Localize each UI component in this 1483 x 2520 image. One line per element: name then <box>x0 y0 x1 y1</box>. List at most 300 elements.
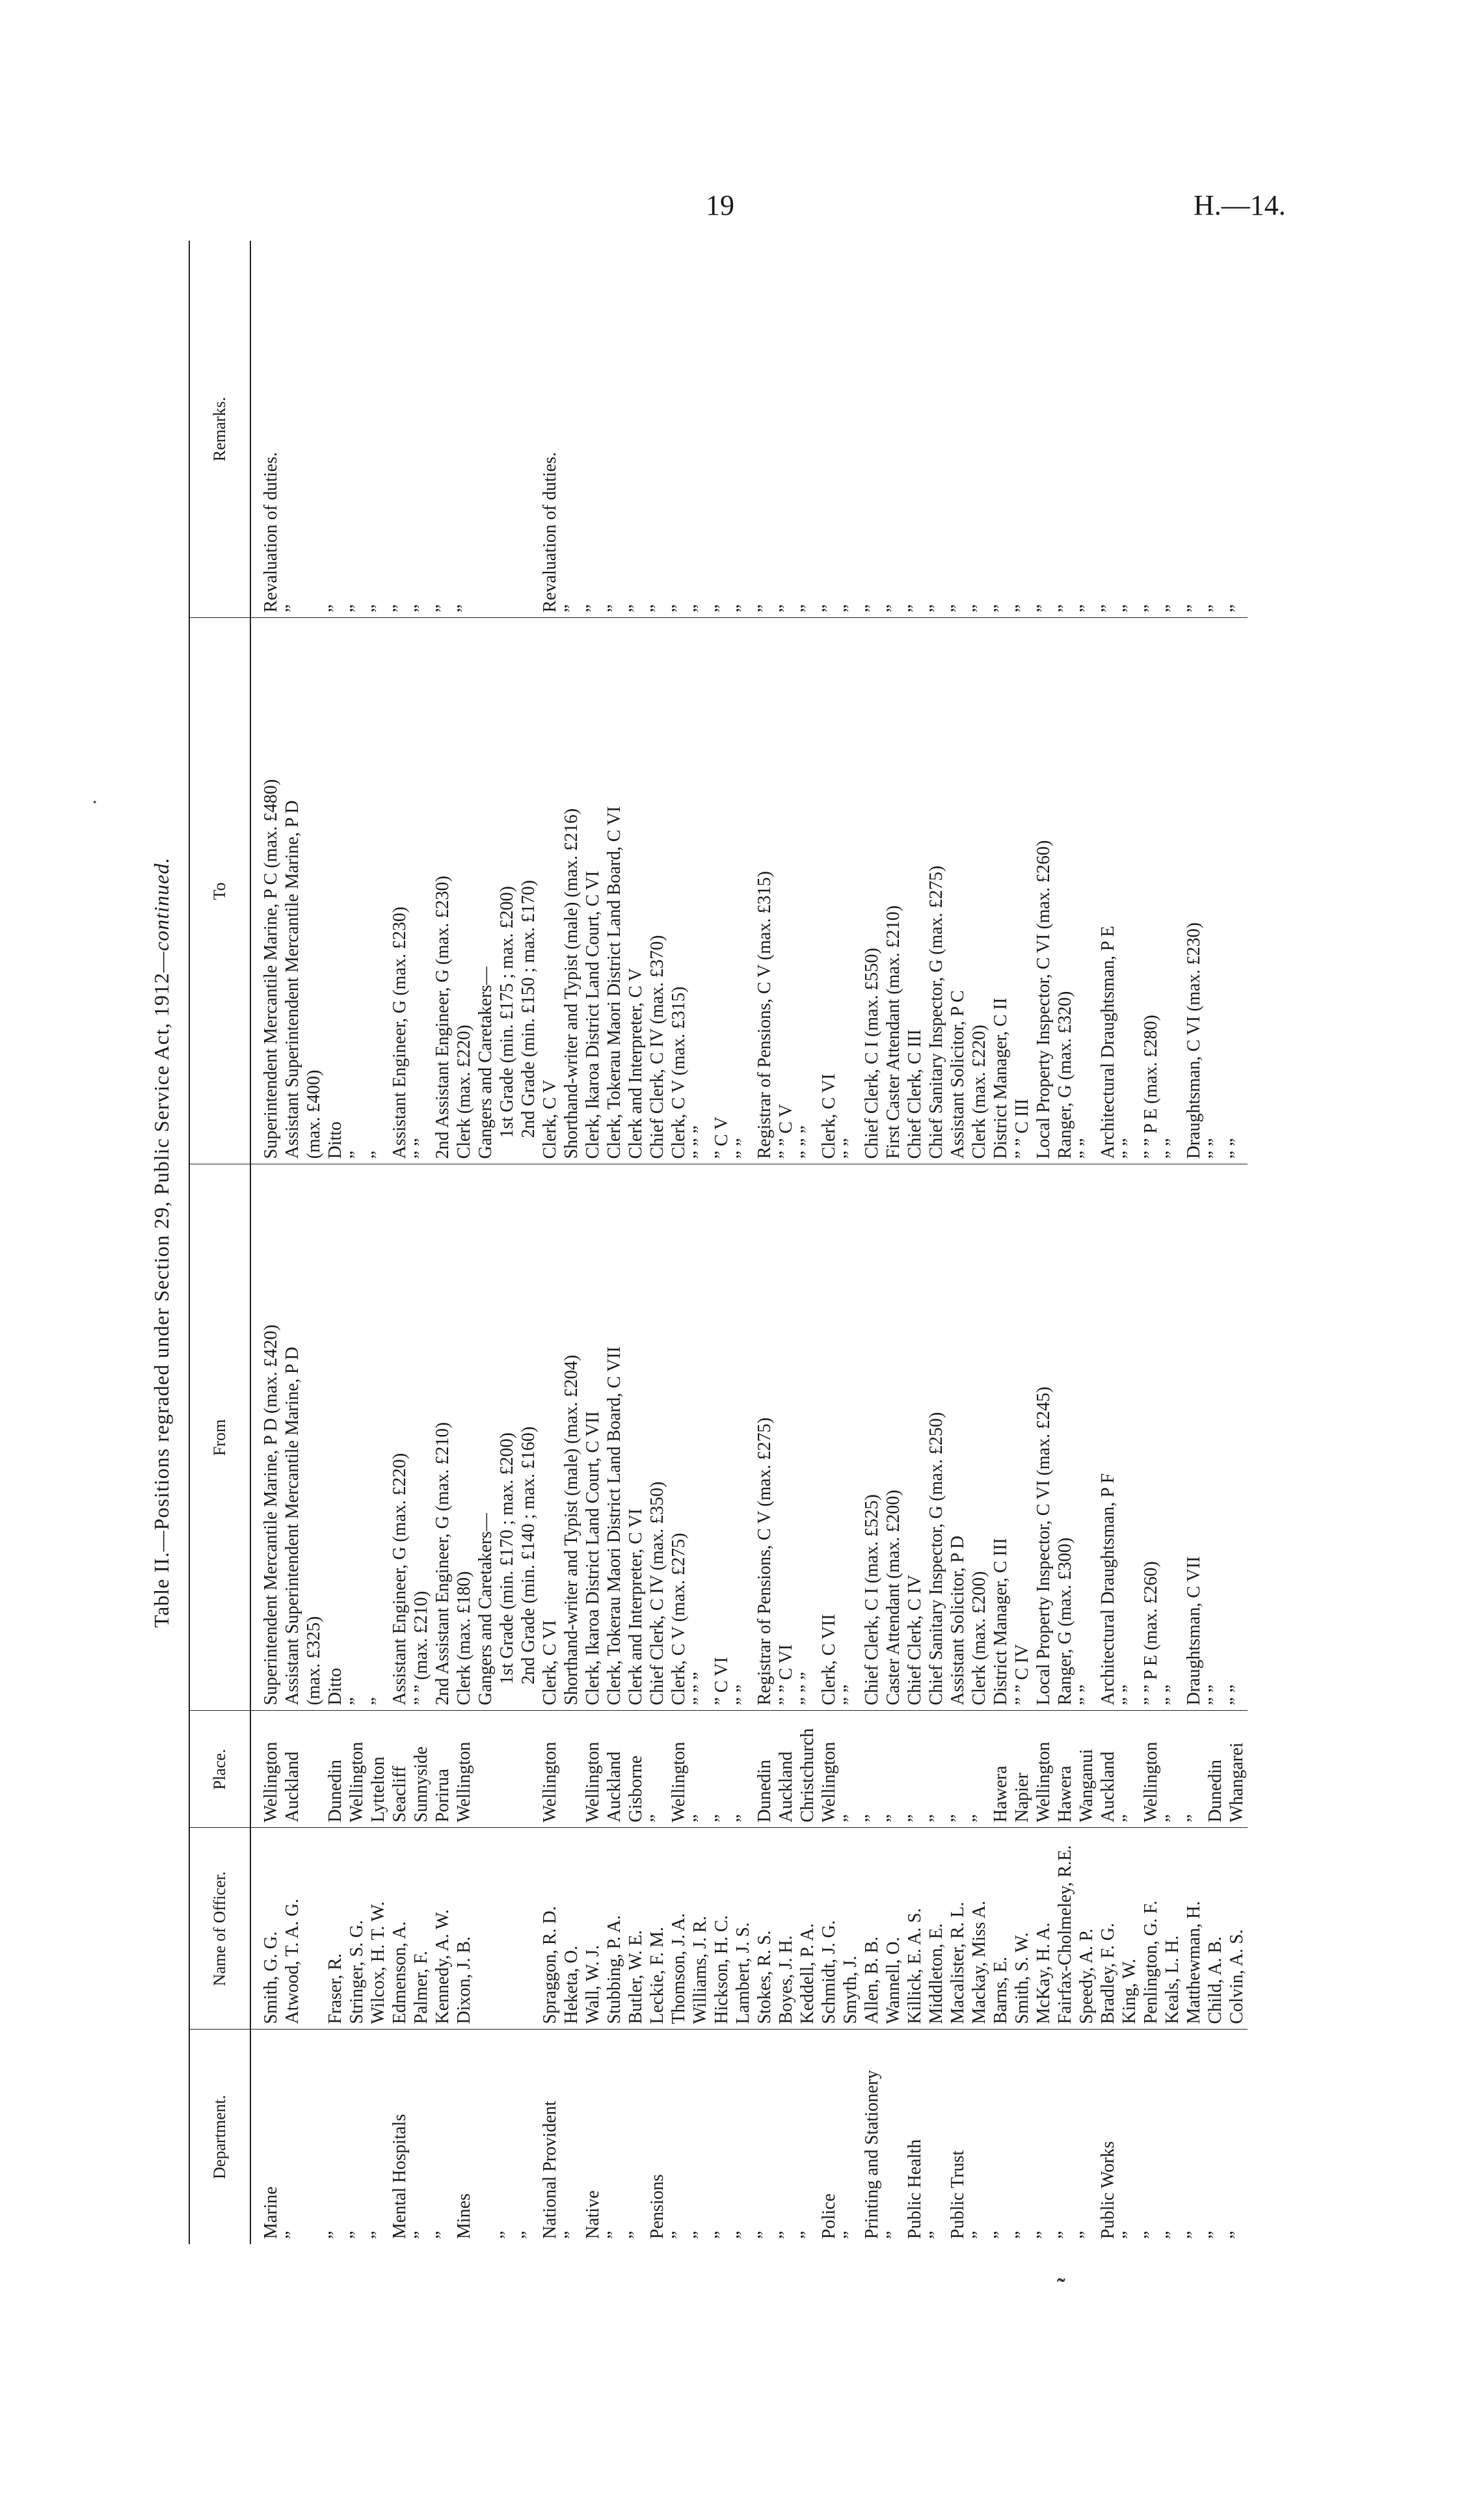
cell-from: ” ” C IV <box>1011 1164 1033 1711</box>
scan-speck: · <box>91 790 99 814</box>
cell-to: Assistant Engineer, G (max. £230) <box>389 618 410 1164</box>
cell-from: ” <box>346 1164 367 1711</box>
cell-from: ” ” <box>1226 1164 1248 1711</box>
cell-from: Architectural Draughtsman, P F <box>1097 1164 1119 1711</box>
cell-from: ” ” (max. £210) <box>410 1164 432 1711</box>
cell-from: Assistant Engineer, G (max. £220) <box>389 1164 410 1711</box>
cell-name: Leckie, F. M. <box>647 1828 668 2030</box>
cell-remarks: ” <box>1097 241 1119 618</box>
cell-name: Matthewman, H. <box>1183 1828 1205 2030</box>
cell-from: ” <box>367 1164 389 1711</box>
cell-dept: ” <box>840 2231 861 2239</box>
cell-from: ” ” C VI <box>775 1164 797 1711</box>
cell-place: Wanganui <box>1076 1711 1097 1828</box>
cell-remarks: ” <box>325 241 346 618</box>
table-row <box>1140 241 1162 2244</box>
cell-from: Chief Sanitary Inspector, G (max. £250) <box>926 1164 947 1711</box>
table-header-row <box>189 241 250 2244</box>
cell-dept: ” <box>690 2231 710 2239</box>
cell-remarks: ” <box>1119 241 1140 618</box>
cell-remarks: ” <box>410 241 432 618</box>
cell-dept: Mental Hospitals <box>390 2113 410 2239</box>
table-row <box>732 241 754 2244</box>
cell-place: ” <box>647 1711 668 1828</box>
cell-place: ” <box>1162 1711 1183 1828</box>
cell-place: Auckland <box>282 1711 303 1828</box>
cell-from: ” C VI <box>711 1164 732 1711</box>
cell-dept: ” <box>755 2231 775 2239</box>
cell-to: ” C V <box>711 618 732 1164</box>
cell-name: Heketa, O. <box>561 1828 582 2030</box>
cell-name: Boyes, J. H. <box>775 1828 797 2030</box>
cell-dept: ” <box>1184 2231 1204 2239</box>
cell-place: Lyttelton <box>367 1711 389 1828</box>
cell-remarks: ” <box>1076 241 1097 618</box>
cell-to: ” ” <box>840 618 861 1164</box>
table-row <box>647 241 668 2244</box>
cell-dept: Public Trust <box>948 2150 968 2239</box>
table-row <box>453 241 475 2244</box>
cell-name: Lambert, J. S. <box>732 1828 754 2030</box>
cell-remarks: ” <box>389 241 410 618</box>
cell-dept: ” <box>368 2231 388 2239</box>
cell-dept: ” <box>776 2231 796 2239</box>
table-title-continued: continued. <box>150 857 173 951</box>
table-title <box>150 241 174 2244</box>
cell-name: Speedy, A. P. <box>1076 1828 1097 2030</box>
cell-dept: ” <box>282 2231 302 2239</box>
cell-dept: ” <box>411 2231 431 2239</box>
cell-to: (max. £400) <box>303 618 325 1164</box>
cell-place: Wellington <box>1033 1711 1054 1828</box>
cell-name <box>518 1828 539 2030</box>
cell-dept: ” <box>1227 2231 1247 2239</box>
table-row <box>1054 241 1076 2244</box>
cell-name: Keddell, P. A. <box>797 1828 818 2030</box>
header-department: Department. <box>189 2030 250 2244</box>
page-number: 19 <box>706 189 734 221</box>
cell-remarks: ” <box>818 241 840 618</box>
table-row <box>518 241 539 2244</box>
cell-remarks: ” <box>367 241 389 618</box>
table-row <box>1097 241 1119 2244</box>
cell-name: Smith, S. W. <box>1011 1828 1033 2030</box>
cell-place: ” <box>732 1711 754 1828</box>
table-row <box>303 241 325 2244</box>
cell-remarks: Revaluation of duties. <box>539 241 561 618</box>
cell-to: Clerk, C V (max. £315) <box>668 618 689 1164</box>
cell-name: Fairfax-Cholmeley, R.E. <box>1054 1828 1076 2030</box>
cell-to: Chief Sanitary Inspector, G (max. £275) <box>926 618 947 1164</box>
cell-to: Shorthand-writer and Typist (male) (max. £216) <box>561 618 582 1164</box>
cell-from: 2nd Assistant Engineer, G (max. £210) <box>432 1164 453 1711</box>
cell-remarks: ” <box>1054 241 1076 618</box>
positions-table <box>189 241 1248 2244</box>
cell-dept: Printing and Stationery <box>862 2070 882 2239</box>
table-row <box>990 241 1011 2244</box>
cell-to: Ranger, G (max. £320) <box>1054 618 1076 1164</box>
cell-dept: ” <box>991 2231 1011 2239</box>
cell-from: Draughtsman, C VII <box>1183 1164 1205 1711</box>
cell-to: Assistant Superintendent Mercantile Marine, P D <box>282 618 303 1164</box>
cell-name: Kennedy, A. W. <box>432 1828 453 2030</box>
cell-from: Gangers and Caretakers— <box>475 1164 496 1711</box>
cell-place <box>303 1711 325 1828</box>
cell-to: 2nd Grade (min. £150 ; max. £170) <box>518 618 539 1164</box>
cell-to: Clerk, C VI <box>818 618 840 1164</box>
cell-to: ” <box>346 618 367 1164</box>
header-name: Name of Officer. <box>189 1828 250 2030</box>
cell-name: Wilcox, H. T. W. <box>367 1828 389 2030</box>
table-row <box>969 241 990 2244</box>
cell-place: ” <box>904 1711 926 1828</box>
cell-name: Killick, E. A. S. <box>904 1828 926 2030</box>
cell-to: ” ” ” <box>797 618 818 1164</box>
header-to: To <box>189 618 250 1164</box>
cell-to: ” ” <box>732 618 754 1164</box>
cell-from: Clerk, C V (max. £275) <box>668 1164 689 1711</box>
cell-dept: Police <box>819 2193 839 2239</box>
cell-to: Superintendent Mercantile Marine, P C (max. £480) <box>260 618 282 1164</box>
table-body <box>250 241 1248 2244</box>
cell-to: ” ” C III <box>1011 618 1033 1164</box>
cell-name: King, W. <box>1119 1828 1140 2030</box>
cell-place: Wellington <box>818 1711 840 1828</box>
cell-to: District Manager, C II <box>990 618 1011 1164</box>
cell-name: Macalister, R. L. <box>947 1828 969 2030</box>
table-row <box>668 241 689 2244</box>
cell-name: Spraggon, R. D. <box>539 1828 561 2030</box>
cell-remarks: ” <box>1183 241 1205 618</box>
table-row <box>904 241 926 2244</box>
cell-remarks: ” <box>797 241 818 618</box>
cell-to: Clerk (max. £220) <box>969 618 990 1164</box>
cell-name <box>303 1828 325 2030</box>
cell-remarks: ” <box>1011 241 1033 618</box>
cell-from: Clerk, Ikaroa District Land Court, C VII <box>582 1164 604 1711</box>
cell-dept: ” <box>626 2231 646 2239</box>
cell-from: Chief Clerk, C IV (max. £350) <box>647 1164 668 1711</box>
cell-to: ” ” <box>1226 618 1248 1164</box>
cell-name: Fraser, R. <box>325 1828 346 2030</box>
cell-place: Wellington <box>539 1711 561 1828</box>
cell-place: ” <box>711 1711 732 1828</box>
cell-dept: ” <box>1076 2231 1097 2239</box>
cell-name: Allen, B. B. <box>861 1828 883 2030</box>
cell-dept: ” <box>883 2231 903 2239</box>
cell-dept: ” <box>926 2231 946 2239</box>
cell-remarks: ” <box>990 241 1011 618</box>
cell-place: Wellington <box>453 1711 475 1828</box>
cell-to: Chief Clerk, C IV (max. £370) <box>647 618 668 1164</box>
table-row <box>561 241 582 2244</box>
cell-remarks: ” <box>732 241 754 618</box>
table-spacer-row <box>250 241 260 2244</box>
cell-dept: ” <box>347 2231 367 2239</box>
cell-dept <box>303 2030 325 2244</box>
cell-place: Whangarei <box>1226 1711 1248 1828</box>
cell-dept: ” <box>797 2231 818 2239</box>
cell-remarks: ” <box>754 241 775 618</box>
cell-from: ” ” ” <box>797 1164 818 1711</box>
cell-to: ” ” <box>1162 618 1183 1164</box>
cell-from: ” ” <box>1076 1164 1097 1711</box>
cell-remarks: ” <box>883 241 904 618</box>
table-row <box>432 241 453 2244</box>
cell-from: Shorthand-writer and Typist (male) (max. £204) <box>561 1164 582 1711</box>
cell-remarks: ” <box>453 241 475 618</box>
cell-remarks: ” <box>346 241 367 618</box>
cell-place: Hawera <box>990 1711 1011 1828</box>
cell-from: Clerk and Interpreter, C VI <box>625 1164 647 1711</box>
cell-dept: ” <box>1162 2231 1182 2239</box>
cell-place: Porirua <box>432 1711 453 1828</box>
cell-from: Local Property Inspector, C VI (max. £245) <box>1033 1164 1054 1711</box>
cell-from: Ditto <box>325 1164 346 1711</box>
cell-place: ” <box>861 1711 883 1828</box>
cell-name: Barns, E. <box>990 1828 1011 2030</box>
cell-to: Clerk and Interpreter, C V <box>625 618 647 1164</box>
cell-to: 2nd Assistant Engineer, G (max. £230) <box>432 618 453 1164</box>
cell-place: ” <box>969 1711 990 1828</box>
table-row <box>1011 241 1033 2244</box>
cell-dept: ” <box>733 2231 753 2239</box>
cell-remarks: ” <box>711 241 732 618</box>
rotated-table-sheet <box>150 241 1372 2244</box>
table-row <box>818 241 840 2244</box>
cell-remarks: ” <box>1205 241 1226 618</box>
cell-name: Wall, W. J. <box>582 1828 604 2030</box>
cell-name <box>475 1828 496 2030</box>
cell-place: Gisborne <box>625 1711 647 1828</box>
cell-remarks: ” <box>668 241 689 618</box>
table-row <box>496 241 518 2244</box>
page-reference: H.—14. <box>1194 189 1286 221</box>
cell-remarks: ” <box>775 241 797 618</box>
cell-name: Smith, G. G. <box>260 1828 282 2030</box>
cell-name: Schmidt, J. G. <box>818 1828 840 2030</box>
cell-from: ” ” <box>1162 1164 1183 1711</box>
cell-from: 1st Grade (min. £170 ; max. £200) <box>496 1164 518 1711</box>
table-row <box>582 241 604 2244</box>
cell-name: Palmer, F. <box>410 1828 432 2030</box>
cell-place: ” <box>947 1711 969 1828</box>
cell-dept: Marine <box>261 2186 281 2239</box>
cell-name: McKay, H. A. <box>1033 1828 1054 2030</box>
table-row <box>1033 241 1054 2244</box>
cell-from: Registrar of Pensions, C V (max. £275) <box>754 1164 775 1711</box>
table-row <box>1119 241 1140 2244</box>
cell-to: First Caster Attendant (max. £210) <box>883 618 904 1164</box>
table-row <box>926 241 947 2244</box>
cell-dept: ” <box>1205 2231 1225 2239</box>
cell-remarks: ” <box>1033 241 1054 618</box>
cell-dept: Native <box>583 2190 603 2239</box>
cell-to: Clerk, C V <box>539 618 561 1164</box>
cell-from: ” ” <box>1119 1164 1140 1711</box>
table-row <box>625 241 647 2244</box>
cell-place <box>496 1711 518 1828</box>
table-row <box>346 241 367 2244</box>
cell-remarks: ” <box>926 241 947 618</box>
cell-from: 2nd Grade (min. £140 ; max. £160) <box>518 1164 539 1711</box>
table-row <box>604 241 625 2244</box>
cell-place: ” <box>840 1711 861 1828</box>
cell-place: ” <box>1119 1711 1140 1828</box>
cell-from: ” ” <box>1205 1164 1226 1711</box>
cell-place <box>518 1711 539 1828</box>
cell-dept: ” <box>518 2231 539 2239</box>
cell-remarks: ” <box>947 241 969 618</box>
cell-place: Napier <box>1011 1711 1033 1828</box>
table-row <box>689 241 711 2244</box>
cell-remarks: ” <box>282 241 303 618</box>
table-row <box>367 241 389 2244</box>
cell-to: ” <box>367 618 389 1164</box>
cell-name: Colvin, A. S. <box>1226 1828 1248 2030</box>
cell-dept: ” <box>669 2231 689 2239</box>
cell-place: Wellington <box>668 1711 689 1828</box>
cell-name: Mackay, Miss A. <box>969 1828 990 2030</box>
cell-to: 1st Grade (min. £175 ; max. £200) <box>496 618 518 1164</box>
cell-remarks <box>303 241 325 618</box>
table-row <box>861 241 883 2244</box>
cell-remarks: ” <box>1140 241 1162 618</box>
cell-remarks: ” <box>840 241 861 618</box>
cell-place: Hawera <box>1054 1711 1076 1828</box>
cell-from: (max. £325) <box>303 1164 325 1711</box>
cell-to: Assistant Solicitor, P C <box>947 618 969 1164</box>
cell-remarks: Revaluation of duties. <box>260 241 282 618</box>
cell-from: Chief Clerk, C I (max. £525) <box>861 1164 883 1711</box>
table-row <box>883 241 904 2244</box>
table-row <box>840 241 861 2244</box>
cell-name: Thomson, J. A. <box>668 1828 689 2030</box>
cell-place <box>475 1711 496 1828</box>
cell-place: Dunedin <box>754 1711 775 1828</box>
cell-remarks: ” <box>432 241 453 618</box>
cell-to: Ditto <box>325 618 346 1164</box>
scan-mark: ˜ <box>1057 2274 1065 2301</box>
table-row <box>797 241 818 2244</box>
table-row <box>775 241 797 2244</box>
table-title-main: Table II.—Positions regraded under Section 29, Public Service Act, 1912— <box>150 950 173 1628</box>
cell-dept: ” <box>497 2231 517 2239</box>
cell-name: Dixon, J. B. <box>453 1828 475 2030</box>
cell-from: Ranger, G (max. £300) <box>1054 1164 1076 1711</box>
cell-name: Middleton, E. <box>926 1828 947 2030</box>
cell-to: Architectural Draughtsman, P E <box>1097 618 1119 1164</box>
cell-dept: Public Health <box>905 2139 925 2239</box>
cell-name: Stringer, S. G. <box>346 1828 367 2030</box>
cell-dept: National Provident <box>540 2100 560 2239</box>
cell-dept: ” <box>1012 2231 1032 2239</box>
cell-dept: ” <box>1055 2231 1075 2239</box>
cell-place: ” <box>926 1711 947 1828</box>
cell-remarks <box>496 241 518 618</box>
cell-from: Clerk (max. £200) <box>969 1164 990 1711</box>
cell-name: Stubbing, P. A. <box>604 1828 625 2030</box>
cell-place: Sunnyside <box>410 1711 432 1828</box>
cell-remarks: ” <box>904 241 926 618</box>
table-row <box>1162 241 1183 2244</box>
cell-from: ” ” P E (max. £260) <box>1140 1164 1162 1711</box>
cell-place: Christchurch <box>797 1711 818 1828</box>
cell-from: ” ” <box>840 1164 861 1711</box>
cell-dept: ” <box>1141 2231 1161 2239</box>
cell-name: Stokes, R. S. <box>754 1828 775 2030</box>
cell-remarks: ” <box>647 241 668 618</box>
cell-remarks: ” <box>1162 241 1183 618</box>
cell-place: Seacliff <box>389 1711 410 1828</box>
cell-dept: ” <box>1034 2231 1054 2239</box>
cell-name: Bradley, F. G. <box>1097 1828 1119 2030</box>
cell-to: ” ” C V <box>775 618 797 1164</box>
cell-dept: ” <box>969 2231 989 2239</box>
table-row <box>754 241 775 2244</box>
cell-place: ” <box>1183 1711 1205 1828</box>
cell-remarks: ” <box>689 241 711 618</box>
cell-dept: ” <box>325 2231 345 2239</box>
table-row <box>1205 241 1226 2244</box>
cell-name: Butler, W. E. <box>625 1828 647 2030</box>
cell-place: Wellington <box>346 1711 367 1828</box>
header-from: From <box>189 1164 250 1711</box>
cell-name: Williams, J. R. <box>689 1828 711 2030</box>
table-row <box>282 241 303 2244</box>
cell-to: Local Property Inspector, C VI (max. £260) <box>1033 618 1054 1164</box>
table-row <box>410 241 432 2244</box>
cell-place: Wellington <box>582 1711 604 1828</box>
table-row <box>1076 241 1097 2244</box>
table-row <box>711 241 732 2244</box>
table-row <box>1226 241 1248 2244</box>
cell-from: ” ” <box>732 1164 754 1711</box>
cell-from: Clerk, C VI <box>539 1164 561 1711</box>
cell-place: ” <box>883 1711 904 1828</box>
cell-from: Clerk, Tokerau Maori District Land Board, C VII <box>604 1164 625 1711</box>
cell-from: ” ” ” <box>689 1164 711 1711</box>
cell-place: Dunedin <box>325 1711 346 1828</box>
cell-name: Penlington, G. F. <box>1140 1828 1162 2030</box>
cell-remarks: ” <box>625 241 647 618</box>
cell-remarks: ” <box>1226 241 1248 618</box>
cell-name: Atwood, T. A. G. <box>282 1828 303 2030</box>
cell-dept: Public Works <box>1098 2141 1118 2239</box>
cell-from: Assistant Superintendent Mercantile Marine, P D <box>282 1164 303 1711</box>
cell-remarks: ” <box>861 241 883 618</box>
cell-from: Clerk (max. £180) <box>453 1164 475 1711</box>
cell-from: District Manager, C III <box>990 1164 1011 1711</box>
table-row <box>260 241 282 2244</box>
cell-to: Gangers and Caretakers— <box>475 618 496 1164</box>
table-row <box>389 241 410 2244</box>
cell-dept: ” <box>712 2231 732 2239</box>
table-row <box>947 241 969 2244</box>
cell-place: Dunedin <box>1205 1711 1226 1828</box>
cell-from: Caster Attendant (max. £200) <box>883 1164 904 1711</box>
cell-to: ” ” ” <box>689 618 711 1164</box>
table-row <box>475 241 496 2244</box>
cell-to: Draughtsman, C VI (max. £230) <box>1183 618 1205 1164</box>
cell-remarks: ” <box>969 241 990 618</box>
cell-to: ” ” <box>1076 618 1097 1164</box>
cell-from: Clerk, C VII <box>818 1164 840 1711</box>
cell-from: Superintendent Mercantile Marine, P D (max. £420) <box>260 1164 282 1711</box>
cell-remarks: ” <box>561 241 582 618</box>
cell-to: ” ” <box>1119 618 1140 1164</box>
cell-name: Child, A. B. <box>1205 1828 1226 2030</box>
